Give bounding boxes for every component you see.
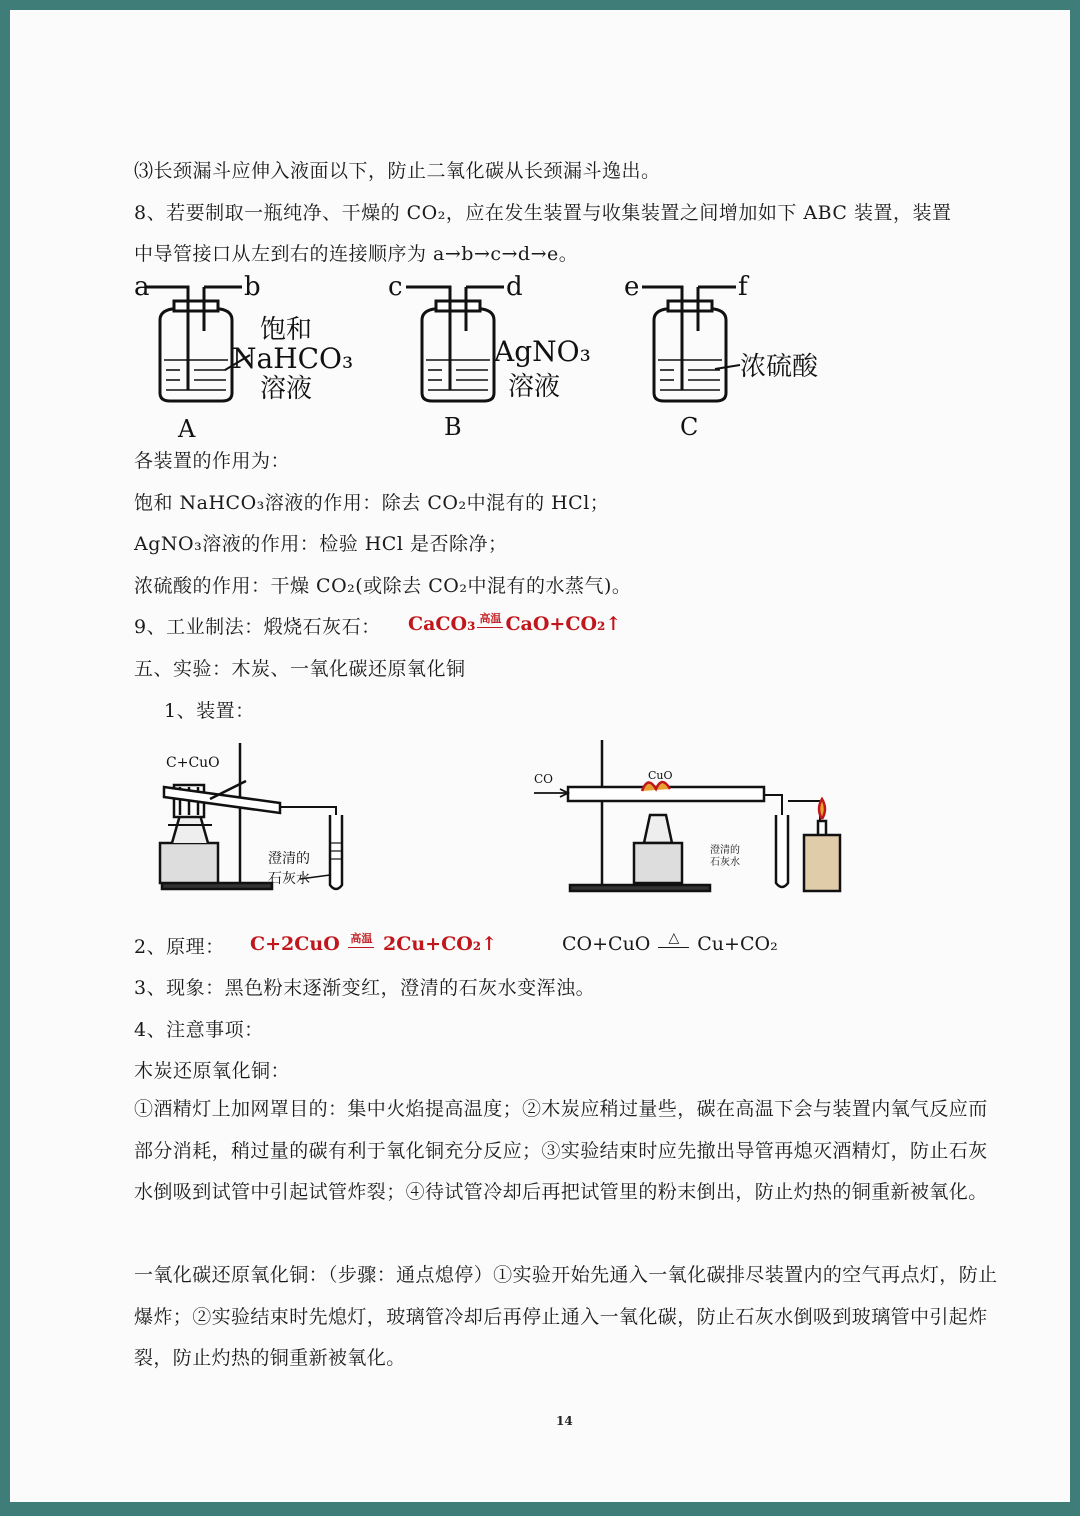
equation-condition: △ [658,930,689,948]
text-line: AgNO₃溶液的作用：检验 HCl 是否除净； [134,533,508,555]
equation-caco3 [408,610,621,635]
solution-label: 溶液 [508,372,561,402]
equation-condition: 高温 [477,610,503,628]
text-line: 木炭还原氧化铜： [134,1060,291,1082]
port-label: e [624,272,640,302]
limewater-label: 澄清的 [710,845,740,856]
co-inlet-label: CO [534,772,554,786]
text-line: 饱和 NaHCO₃溶液的作用：除去 CO₂中混有的 HCl； [134,492,610,514]
text-line: ⑶长颈漏斗应伸入液面以下，防止二氧化碳从长颈漏斗逸出。 [134,160,661,182]
port-label: c [388,272,403,302]
text-line: 3、现象：黑色粉末逐渐变红，澄清的石灰水变浑浊。 [134,977,596,999]
solution-label: 浓硫酸 [740,352,819,382]
bottle-C [642,287,740,401]
equation-left: CO+CuO [562,933,651,955]
text-line: 9、工业制法：煅烧石灰石： [134,616,381,638]
solution-label: 溶液 [260,374,313,404]
port-label: b [244,272,261,302]
text-line: 2、原理： [134,936,225,958]
apparatus-letter: C [680,413,699,441]
document-page [10,10,1070,1502]
section-heading: 五、实验：木炭、一氧化碳还原氧化铜 [134,658,466,680]
equation-right: 2Cu+CO₂↑ [383,933,497,955]
text-line: 4、注意事项： [134,1019,264,1041]
text-line: 中导管接口从左到右的连接顺序为 a→b→c→d→e。 [134,243,579,265]
limewater-label: 石灰水 [710,857,740,868]
port-label: f [738,272,748,302]
reactant-label: C+CuO [166,755,220,771]
cuo-label: CuO [648,769,673,782]
equation-right: CaO+CO₂↑ [505,613,622,635]
equation-co-cuo [562,930,778,955]
equation-left: C+2CuO [250,933,340,955]
equation-condition: 高温 [348,930,374,948]
page-number: 14 [556,1414,573,1428]
apparatus-letter: B [444,413,462,441]
solution-label: NaHCO₃ [232,342,354,375]
port-label: a [134,272,150,302]
text-line: 各装置的作用为： [134,450,291,472]
co-notes-paragraph: 一氧化碳还原氧化铜：（步骤：通点熄停）①实验开始先通入一氧化碳排尽装置内的空气再点灯，防止爆炸；②实验结束时先熄灯，玻璃管冷却后再停止通入一氧化碳，防止石灰水倒吸到玻璃管中引起炸裂，防止灼热的铜重新被氧化。 [134,1264,998,1369]
co-cuo-apparatus [530,735,860,895]
solution-label: AgNO₃ [494,335,591,368]
bottle-B [406,287,504,401]
text-line: 浓硫酸的作用：干燥 CO₂(或除去 CO₂中混有的水蒸气)。 [134,575,632,597]
limewater-label: 石灰水 [268,871,310,887]
limewater-label: 澄清的 [268,851,310,867]
charcoal-cuo-apparatus [150,735,370,895]
text-line: 1、装置： [164,700,255,722]
equation-c-cuo [250,930,497,955]
gas-washing-bottles-figure [10,265,1070,445]
solution-label: 饱和 [260,315,313,345]
equation-right: Cu+CO₂ [697,933,778,955]
apparatus-letter: A [178,415,196,443]
port-label: d [506,272,523,302]
charcoal-notes-paragraph: ①酒精灯上加网罩目的：集中火焰提高温度；②木炭应稍过量些，碳在高温下会与装置内氧气反应而部分消耗，稍过量的碳有利于氧化铜充分反应；③实验结束时应先撤出导管再熄灭酒精灯，防止石灰水倒吸到试管中引起试管炸裂；④待试管冷却后再把试管里的粉末倒出，防止灼热的铜重新被氧化。 [134,1098,988,1203]
equation-left: CaCO₃ [408,613,476,635]
text-line: 8、若要制取一瓶纯净、干燥的 CO₂，应在发生装置与收集装置之间增加如下 ABC 装置，装置 [134,202,952,224]
